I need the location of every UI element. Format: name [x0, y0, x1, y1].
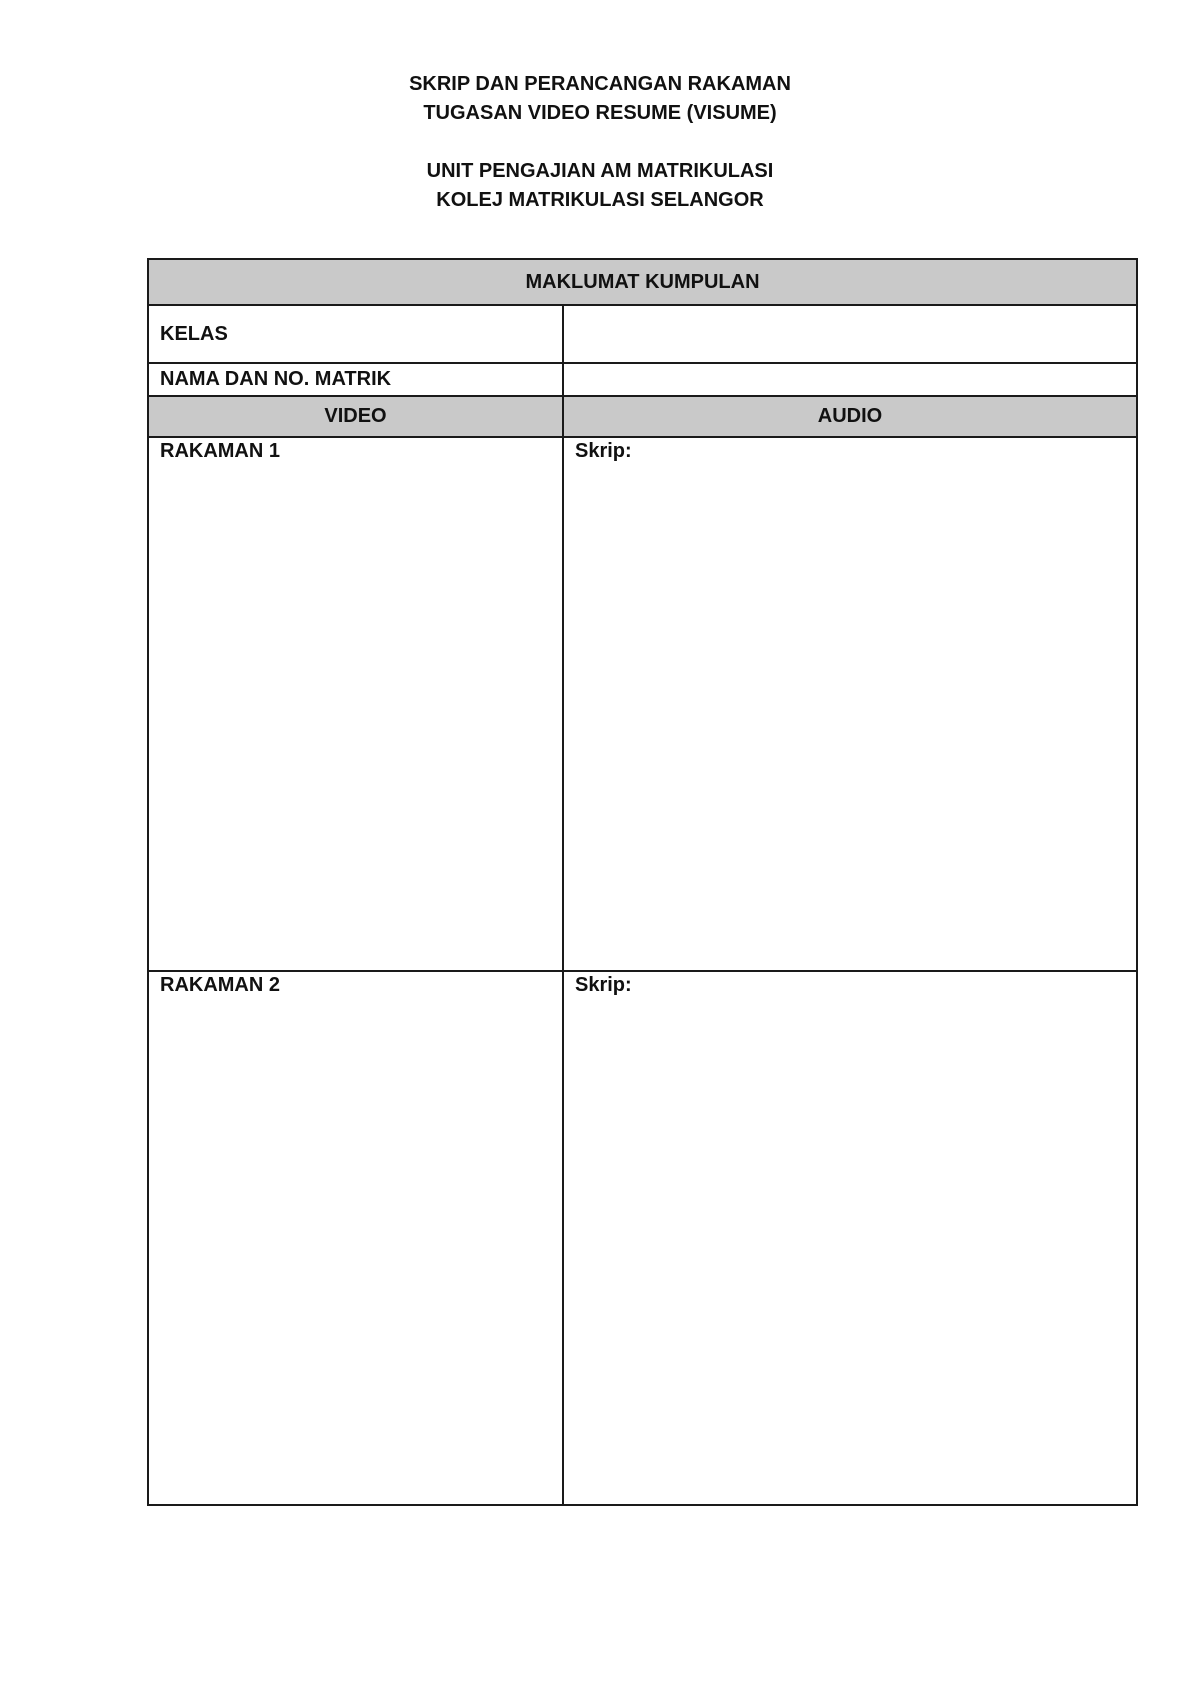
planning-form-table [147, 258, 1138, 1506]
header-spacer [0, 128, 1200, 157]
rakaman-row [148, 971, 1137, 1505]
kelas-row [148, 305, 1137, 363]
header-unit-line: UNIT PENGAJIAN AM MATRIKULASI [426, 160, 774, 182]
column-header-row [148, 396, 1137, 437]
audio-column-header: AUDIO [563, 396, 1137, 437]
rakaman-row [148, 437, 1137, 971]
header-title-line-1: SKRIP DAN PERANCANGAN RAKAMAN [409, 73, 791, 95]
rakaman-1-video-cell[interactable]: RAKAMAN 1 [148, 437, 563, 971]
header-college-line: KOLEJ MATRIKULASI SELANGOR [436, 189, 764, 211]
rakaman-2-script-cell[interactable]: Skrip: [563, 971, 1137, 1505]
section-title: MAKLUMAT KUMPULAN [148, 259, 1137, 305]
nama-value-field[interactable] [563, 363, 1137, 396]
section-header-row [148, 259, 1137, 305]
document-header [0, 70, 1200, 215]
rakaman-1-script-cell[interactable]: Skrip: [563, 437, 1137, 971]
header-title-line-2: TUGASAN VIDEO RESUME (VISUME) [423, 102, 777, 124]
nama-label: NAMA DAN NO. MATRIK [148, 363, 563, 396]
kelas-value-field[interactable] [563, 305, 1137, 363]
rakaman-2-video-cell[interactable]: RAKAMAN 2 [148, 971, 563, 1505]
kelas-label: KELAS [148, 305, 563, 363]
video-column-header: VIDEO [148, 396, 563, 437]
nama-row [148, 363, 1137, 396]
